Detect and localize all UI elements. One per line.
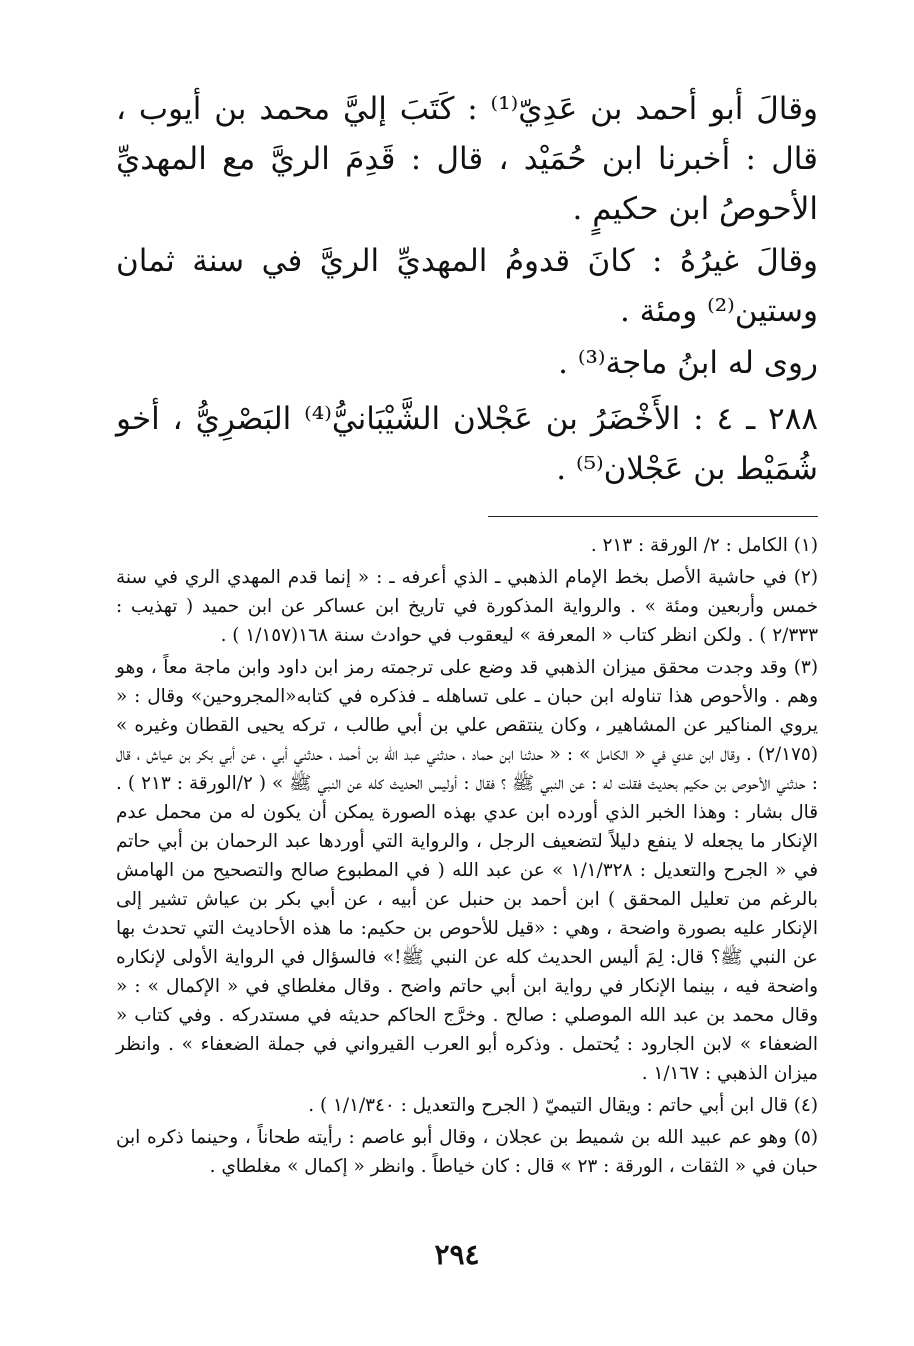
main-paragraph: وقالَ غيرُهُ : كانَ قدومُ المهديِّ الريَّ في سنة ثمان وستين⁽²⁾ ومئة . bbox=[116, 243, 818, 329]
footnote: (٢) في حاشية الأصل بخط الإمام الذهبي ـ الذي أعرفه ـ : « إنما قدم المهدي الري في سنة خمس وأربعين ومئة » . والرواية المذكورة في تاريخ ابن عساكر عن ابن حميد ( تهذيب : ٢/٣٣٣ ) . ولكن انظر كتاب « المعرفة » ليعقوب في حوادث سنة ١٦٨(١/١٥٧ ) . bbox=[116, 567, 818, 646]
footnote: (٤) قال ابن أبي حاتم : ويقال التيميّ ( الجرح والتعديل : ١/١/٣٤٠ ) . bbox=[308, 1095, 818, 1116]
footnote: (٥) وهو عم عبيد الله بن شميط بن عجلان ، وقال أبو عاصم : رأيته طحاناً ، وحينما ذكره ابن حبان في « الثقات ، الورقة : ٢٣ » قال : كان خياطاً . وانظر « إكمال » مغلطاي . bbox=[116, 1127, 818, 1177]
footnotes bbox=[116, 531, 818, 1181]
main-paragraph: روى له ابنُ ماجة⁽³⁾ . bbox=[558, 345, 818, 381]
main-paragraph: وقالَ أبو أحمد بن عَدِيّ⁽¹⁾ : كَتَبَ إليَّ محمد بن أيوب ، قال : أخبرنا ابن حُمَيْد ، قال : قَدِمَ الريَّ مع المهديِّ الأحوصُ ابن حكيمٍ . bbox=[116, 91, 818, 227]
footnote: (١) الكامل : ٢/ الورقة : ٢١٣ . bbox=[590, 535, 818, 556]
page-number: ٢٩٤ bbox=[434, 1238, 480, 1271]
main-text bbox=[116, 84, 818, 494]
footnote: (٣) وقد وجدت محقق ميزان الذهبي قد وضع على ترجمته رمز ابن داود وابن ماجة معاً ، وهو وهم . والأحوص هذا تناوله ابن حبان ـ على تساهله ـ فذكره في كتابه«المجروحين» وقال : « يروي المناكير عن المشاهير ، وكان ينتقص علي بن أبي طالب ، تركه يحيى القطان وغيره » (٢/١٧٥) . وقال ابن عدي في « الكامل » : « حدثنا ابن حماد ، حدثني عبد الله بن أحمد ، حدثني أبي ، عن أبي بكر بن عياش ، قال : حدثني الأحوص بن حكيم بحديث فقلت له : عن النبي ﷺ ؟ فقال : أوليس الحديث كله عن النبي ﷺ » ( ٢/الورقة : ٢١٣ ) . قال بشار : وهذا الخبر الذي أورده ابن عدي بهذه الصورة يمكن أن يكون له من محمل عدم الإنكار ما يجعله لا ينفع دليلاً لتضعيف الرجل ، والرواية التي أوردها عبد الرحمان بن أبي حاتم في « الجرح والتعديل : ١/١/٣٢٨ » عن عبد الله ( في المطبوع صالح والتصحيح من الهامش بالرغم من تعليل المحقق ) ابن أحمد بن حنبل عن أبيه ، عن أبي بكر بن عياش تشير إلى الإنكار عليه بصورة واضحة ، وهي : «قيل للأحوص بن حكيم: ما هذه الأحاديث التي تحدث بها عن النبي ﷺ؟ قال: لِمَ أليس الحديث كله عن النبي ﷺ!» فالسؤال في الرواية الأولى لإنكاره واضحة فيه ، بينما الإنكار في رواية ابن أبي حاتم واضح . وقال مغلطاي في « الإكمال » : « وقال محمد بن عبد الله الموصلي : صالح . وخرَّج الحاكم حديثه في مستدركه . وفي كتاب « الضعفاء » لابن الجارود : يُحتمل . وذكره أبو العرب القيرواني في جملة الضعفاء » . وانظر ميزان الذهبي : ١/١٦٧ . bbox=[116, 657, 818, 1084]
entry-heading: ٢٨٨ ـ ٤ : الأَخْضَرُ بن عَجْلان الشَّيْبَانيُّ⁽⁴⁾ البَصْرِيُّ ، أخو شُمَيْط بن عَجْلان⁽⁵⁾ . bbox=[116, 401, 818, 487]
footnote-separator bbox=[488, 516, 818, 517]
